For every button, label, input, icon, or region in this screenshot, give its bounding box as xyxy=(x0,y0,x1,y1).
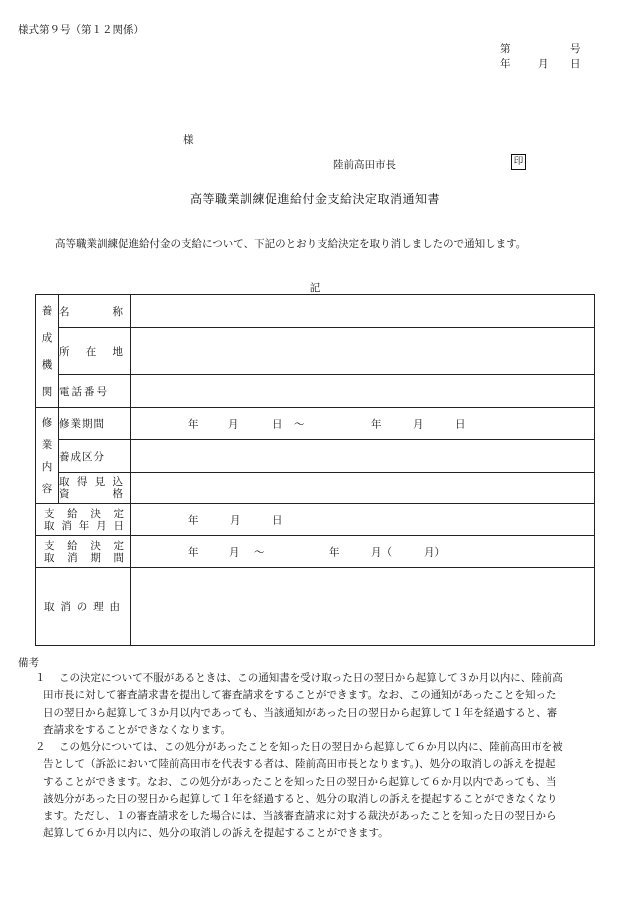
value-phone[interactable] xyxy=(131,375,595,408)
row-name xyxy=(36,295,595,328)
value-qualification[interactable] xyxy=(131,473,595,504)
label-name: 名 称 xyxy=(59,295,131,328)
form-number: 様式第９号（第１２関係） xyxy=(18,24,144,36)
label-category: 養成区分 xyxy=(59,440,131,473)
note-line: この決定について不服があるときは、この通知書を受け取った日の翌日から起算して３か月以内に、陸前高 xyxy=(59,672,563,684)
value-period[interactable]: 年 月 日 ～ 年 月 日 xyxy=(131,408,595,440)
note-item-1 xyxy=(35,670,605,739)
note-line: することができます。なお、この処分があったことを知った日の翌日から起算して６か月以内であっても、当 xyxy=(43,775,557,788)
value-cancel-period[interactable]: 年 月 ～ 年 月（ 月） xyxy=(131,536,595,568)
details-table xyxy=(35,294,595,646)
addressee: 様 xyxy=(183,134,194,146)
note-number: １ xyxy=(35,672,46,684)
note-line: 起算して６か月以内に、処分の取消しの訴えを提起することができます。 xyxy=(43,827,389,840)
note-line: 告として（訴訟において陸前高田市を代表する者は、陸前高田市長となります。)、処分の取消しの訴えを提起 xyxy=(43,758,556,771)
label-cancel-date: 支 給 決 定 取 消 年 月 日 xyxy=(36,504,131,536)
group-course-content: 修 業 内 容 xyxy=(36,408,59,504)
note-line: 査請求をすることができなくなります。 xyxy=(43,723,232,736)
seal-mark: 印 xyxy=(511,154,526,170)
value-reason[interactable] xyxy=(131,568,595,646)
date-day: 日 xyxy=(570,58,581,70)
document-title: 高等職業訓練促進給付金支給決定取消通知書 xyxy=(189,192,440,206)
label-period: 修業期間 xyxy=(59,408,131,440)
row-reason xyxy=(36,568,595,646)
row-period xyxy=(36,408,595,440)
note-line: 日の翌日から起算して３か月以内であっても、当該通知があった日の翌日から起算して１年を経過すると、審 xyxy=(43,706,558,719)
note-line: ます。ただし、１の審査請求をした場合には、当該審査請求に対する裁決があったことを知った日の翌日から xyxy=(43,810,557,823)
row-phone xyxy=(36,375,595,408)
issuer: 陸前高田市長 xyxy=(333,159,396,171)
label-reason: 取 消 の 理 由 xyxy=(36,568,131,646)
value-name[interactable] xyxy=(131,295,595,328)
date-year: 年 xyxy=(500,58,511,70)
note-line: 該処分があった日の翌日から起算して１年を経過すると、処分の取消しの訴えを提起することができなくなり xyxy=(43,792,558,805)
value-address[interactable] xyxy=(131,328,595,375)
doc-no-prefix: 第 xyxy=(500,43,511,55)
note-number: ２ xyxy=(35,741,46,753)
note-line: 田市長に対して審査請求書を提出して審査請求をすることができます。なお、この通知があったことを知った xyxy=(43,689,557,702)
value-category[interactable] xyxy=(131,440,595,473)
label-cancel-period: 支 給 決 定 取 消 期 間 xyxy=(36,536,131,568)
date-month: 月 xyxy=(538,58,549,70)
ki-heading: 記 xyxy=(309,282,321,294)
note-item-2 xyxy=(35,739,605,843)
note-line: この処分については、この処分があったことを知った日の翌日から起算して６か月以内に、陸前高田市を被 xyxy=(59,741,563,753)
row-cancel-date xyxy=(36,504,595,536)
group-training-institution: 養 成 機 関 xyxy=(36,295,59,408)
label-phone: 電話番号 xyxy=(59,375,131,408)
row-qualification xyxy=(36,473,595,504)
row-address xyxy=(36,328,595,375)
intro-text: 高等職業訓練促進給付金の支給について、下記のとおり支給決定を取り消しましたので通知します。 xyxy=(55,238,527,250)
notes-heading: 備考 xyxy=(18,657,39,669)
label-qualification: 取 得 見 込 資 格 xyxy=(59,473,131,504)
row-cancel-period xyxy=(36,536,595,568)
row-category xyxy=(36,440,595,473)
doc-no-suffix: 号 xyxy=(570,43,581,55)
label-address: 所 在 地 xyxy=(59,328,131,375)
value-cancel-date[interactable]: 年 月 日 xyxy=(131,504,595,536)
